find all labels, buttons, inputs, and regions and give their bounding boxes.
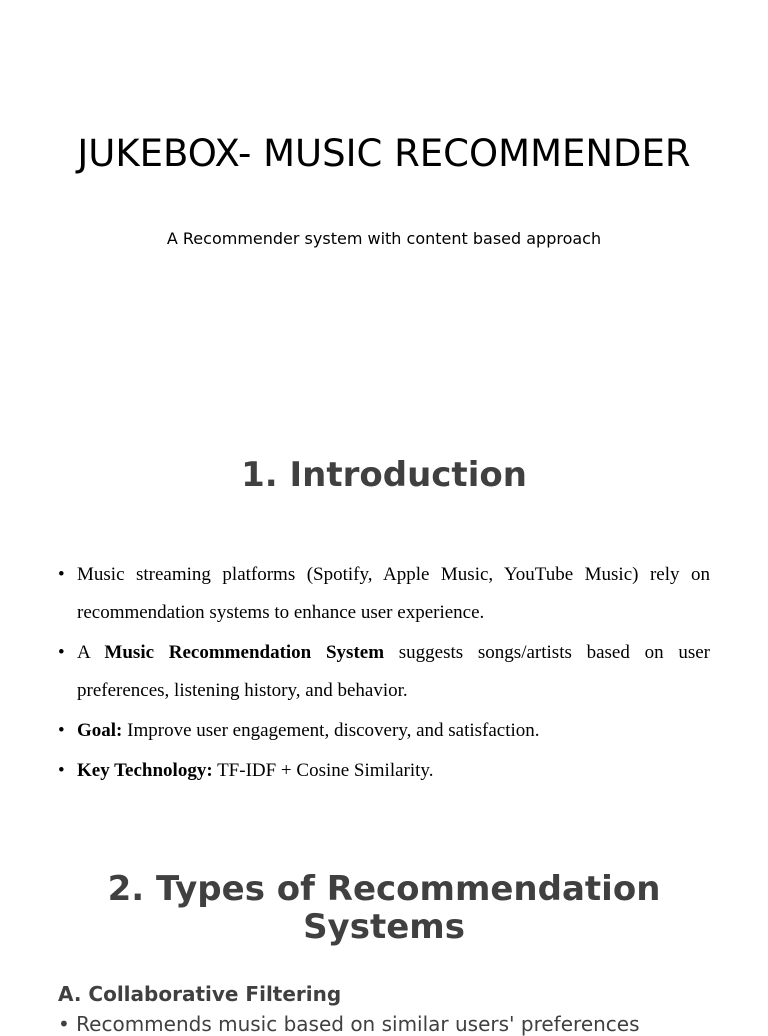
list-item: [58, 634, 710, 710]
bullet-text: Music streaming platforms (Spotify, Apple Music, YouTube Music) rely on recommendation systems to enhance user experience.: [77, 564, 710, 623]
introduction-bullet-list: [58, 556, 710, 792]
bullet-icon: •: [58, 564, 65, 585]
document-subtitle: A Recommender system with content based approach: [166, 229, 602, 248]
bullet-icon: •: [58, 760, 65, 781]
bullet-text: TF-IDF + Cosine Similarity.: [212, 760, 434, 781]
bullet-bold-text: Goal:: [77, 720, 123, 741]
list-item: [58, 712, 710, 750]
bullet-text: suggests songs/artists based on user preferences, listening history, and behavior.: [77, 642, 710, 701]
bullet-bold-text: Key Technology:: [77, 760, 213, 781]
document-title: JUKEBOX- MUSIC RECOMMENDER: [77, 132, 691, 175]
introduction-heading: 1. Introduction: [241, 455, 527, 495]
list-item: [58, 752, 710, 790]
bullet-prefix: A: [77, 642, 105, 663]
bullet-text: Improve user engagement, discovery, and satisfaction.: [122, 720, 540, 741]
bullet-icon: •: [58, 720, 65, 741]
list-item: [58, 556, 710, 632]
collaborative-filtering-first-line: • Recommends music based on similar users' preferences: [58, 1012, 640, 1036]
bullet-icon: •: [58, 642, 65, 663]
types-heading: 2. Types of Recommendation Systems: [107, 869, 661, 947]
bullet-bold-text: Music Recommendation System: [104, 642, 385, 663]
collaborative-filtering-subheading: A. Collaborative Filtering: [58, 982, 342, 1006]
